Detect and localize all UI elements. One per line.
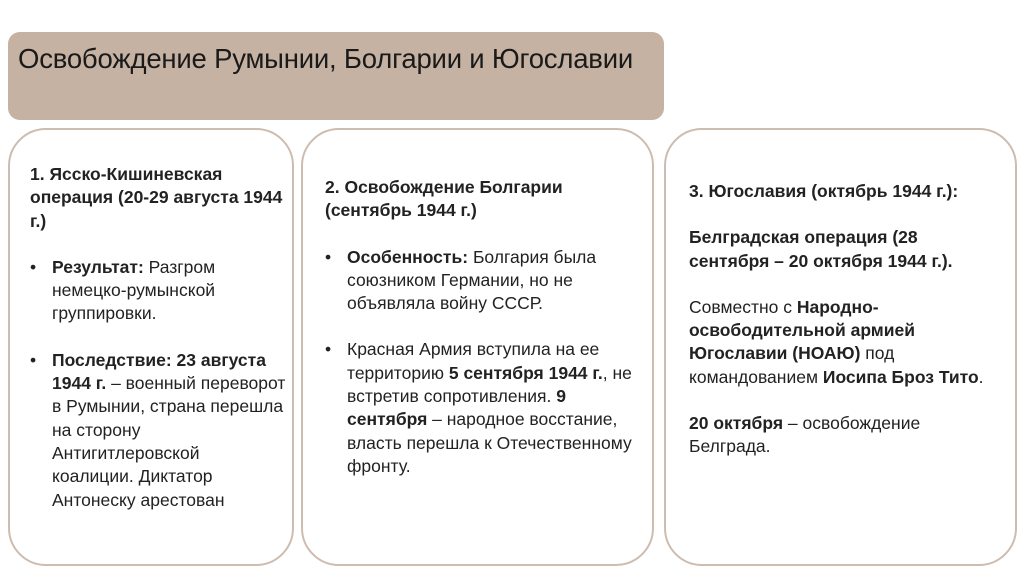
liberation-text: – освобождение Белграда. bbox=[689, 413, 921, 457]
liberation-paragraph bbox=[689, 412, 999, 459]
card-3-content bbox=[689, 180, 999, 459]
slide-title: Освобождение Румынии, Болгарии и Югославии bbox=[18, 43, 634, 74]
consequence-label: Последствие: 23 августа 1944 г. bbox=[52, 349, 266, 394]
belgrade-operation: Белградская операция (28 сентября – 20 октября 1944 г.). bbox=[689, 227, 953, 271]
joint-text-1: Совместно с bbox=[689, 296, 797, 317]
army-text-2: , не встретив сопротивления. bbox=[347, 362, 632, 407]
card-3-heading: 3. Югославия (октябрь 1944 г.): bbox=[689, 181, 959, 201]
card-1-heading: 1. Ясско-Кишиневская операция (20-29 августа 1944 г.) bbox=[30, 164, 283, 231]
card-bulgaria bbox=[301, 128, 654, 566]
card-1-content bbox=[30, 163, 286, 512]
card-1-bullets bbox=[30, 256, 286, 512]
card-1-bullet-consequence bbox=[30, 349, 286, 512]
result-label: Результат: bbox=[52, 256, 144, 277]
card-1-bullet-result bbox=[30, 256, 286, 326]
card-2-bullet-army bbox=[325, 338, 635, 478]
joint-operation-paragraph bbox=[689, 296, 999, 389]
army-text-1: Красная Армия вступила на ее территорию bbox=[347, 339, 600, 383]
consequence-text: – военный переворот в Румынии, страна перешла на сторону Антигитлеровской коалиции. Диктатор Антонеску арестован bbox=[52, 373, 286, 510]
feature-label: Особенность: bbox=[347, 246, 469, 267]
card-yugoslavia bbox=[664, 128, 1017, 566]
card-2-bullet-feature bbox=[325, 246, 635, 316]
feature-text: Болгария была союзником Германии, но не объявляла войну СССР. bbox=[347, 246, 597, 314]
card-2-heading: 2. Освобождение Болгарии (сентябрь 1944 г.) bbox=[325, 177, 563, 221]
joint-text-3: . bbox=[978, 366, 984, 387]
army-date-2: 9 сентября bbox=[347, 386, 566, 430]
card-2-content bbox=[325, 176, 635, 478]
card-2-bullets bbox=[325, 246, 635, 479]
title-banner bbox=[8, 32, 664, 120]
joint-army: Народно-освободительной армией Югославии (НОАЮ) bbox=[689, 296, 915, 364]
army-date-1: 5 сентября 1944 г. bbox=[448, 362, 603, 383]
result-text: Разгром немецко-румынской группировки. bbox=[52, 256, 216, 324]
joint-text-2: под командованием bbox=[689, 343, 895, 387]
joint-leader: Иосипа Броз Тито bbox=[822, 366, 979, 387]
army-text-3: – народное восстание, власть перешла к Отечественному фронту. bbox=[347, 409, 632, 476]
card-iasi-kishinev bbox=[8, 128, 294, 566]
liberation-date: 20 октября bbox=[689, 413, 784, 434]
